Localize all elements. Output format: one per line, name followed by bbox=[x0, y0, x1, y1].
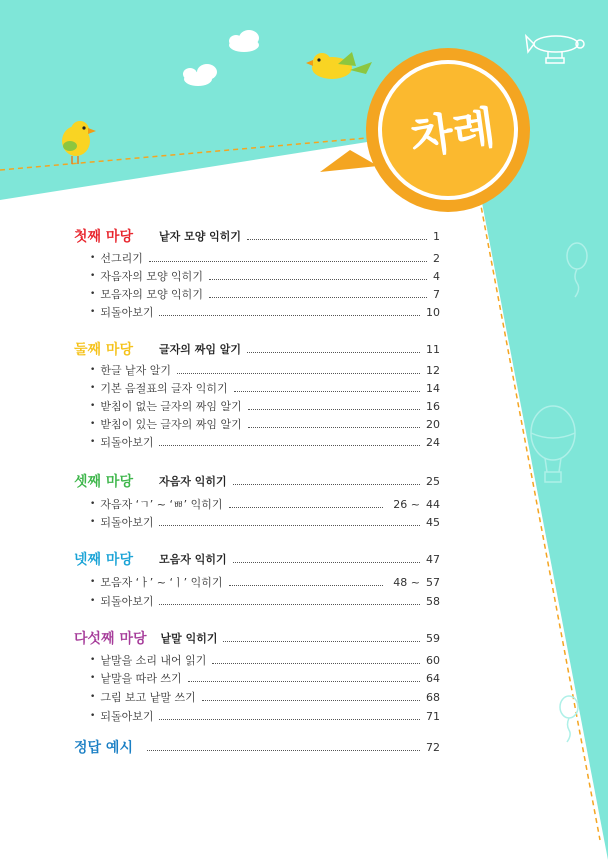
section-2-subtitle: 글자의 짜임 알기 bbox=[158, 343, 242, 356]
leader-line bbox=[149, 261, 427, 262]
list-item[interactable]: • 되돌아보기 10 bbox=[90, 305, 440, 319]
bullet-icon: • bbox=[90, 383, 96, 393]
section-3-page: 25 bbox=[426, 474, 440, 488]
leader-line bbox=[233, 484, 420, 485]
section-4-subtitle: 모음자 익히기 bbox=[158, 553, 227, 566]
section-1-subtitle: 낱자 모양 익히기 bbox=[158, 230, 242, 243]
leader-line bbox=[209, 297, 427, 298]
list-item[interactable]: • 되돌아보기 24 bbox=[90, 435, 440, 449]
page-range-start: 48 ~ bbox=[393, 575, 420, 589]
bullet-icon: • bbox=[90, 401, 96, 411]
bullet-icon: • bbox=[90, 289, 96, 299]
page-range-start: 26 ~ bbox=[393, 497, 420, 511]
section-5-subtitle: 낱말 익히기 bbox=[160, 632, 218, 645]
section-3-label: 셋째 마당 bbox=[74, 474, 133, 490]
leader-line bbox=[212, 663, 420, 664]
leader-line bbox=[159, 719, 420, 720]
section-2-page: 11 bbox=[426, 342, 440, 356]
leader-line bbox=[159, 525, 420, 526]
bullet-icon: • bbox=[90, 437, 96, 447]
bullet-icon: • bbox=[90, 419, 96, 429]
leader-line bbox=[234, 391, 420, 392]
list-item[interactable]: • 선그리기 2 bbox=[90, 251, 440, 265]
section-3-subtitle: 자음자 익히기 bbox=[158, 475, 227, 488]
list-item[interactable]: • 되돌아보기 45 bbox=[90, 515, 440, 529]
section-4-row[interactable] bbox=[74, 549, 440, 569]
leader-line bbox=[147, 750, 420, 751]
leader-line bbox=[159, 315, 420, 316]
leader-line bbox=[223, 641, 420, 642]
section-2-row[interactable] bbox=[74, 339, 440, 359]
list-item[interactable]: • 기본 음절표의 글자 익히기 14 bbox=[90, 381, 440, 395]
bullet-icon: • bbox=[90, 271, 96, 281]
bullet-icon: • bbox=[90, 577, 96, 587]
list-item[interactable]: • 한글 낱자 알기 12 bbox=[90, 363, 440, 377]
leader-line bbox=[159, 604, 420, 605]
list-item[interactable]: • 되돌아보기 71 bbox=[90, 709, 440, 723]
list-item[interactable]: • 자음자의 모양 익히기 4 bbox=[90, 269, 440, 283]
bullet-icon: • bbox=[90, 655, 96, 665]
list-item[interactable]: • 받침이 있는 글자의 짜임 알기 20 bbox=[90, 417, 440, 431]
section-3-row[interactable] bbox=[74, 471, 440, 491]
list-item[interactable]: • 낱말을 따라 쓰기 64 bbox=[90, 671, 440, 685]
leader-line bbox=[247, 239, 427, 240]
section-5-page: 59 bbox=[426, 631, 440, 645]
leader-line bbox=[177, 373, 420, 374]
list-item[interactable]: • 자음자 ‘ㄱ’ ~ ‘ㅃ’ 익히기 26 ~ 44 bbox=[90, 497, 440, 511]
leader-line bbox=[248, 409, 420, 410]
list-item[interactable]: • 되돌아보기 58 bbox=[90, 594, 440, 608]
section-2-label: 둘째 마당 bbox=[74, 342, 133, 358]
answers-row[interactable] bbox=[74, 737, 440, 757]
leader-line bbox=[159, 445, 420, 446]
leader-line bbox=[229, 507, 384, 508]
section-4-label: 넷째 마당 bbox=[74, 552, 133, 568]
leader-line bbox=[188, 681, 420, 682]
section-1-label: 첫째 마당 bbox=[74, 229, 133, 245]
bullet-icon: • bbox=[90, 307, 96, 317]
leader-line bbox=[229, 585, 384, 586]
leader-line bbox=[209, 279, 427, 280]
bullet-icon: • bbox=[90, 499, 96, 509]
bullet-icon: • bbox=[90, 517, 96, 527]
section-1-page: 1 bbox=[433, 229, 440, 243]
bullet-icon: • bbox=[90, 365, 96, 375]
leader-line bbox=[233, 562, 420, 563]
leader-line bbox=[247, 352, 420, 353]
leader-line bbox=[248, 427, 420, 428]
section-5-label: 다섯째 마당 bbox=[74, 631, 147, 647]
leader-line bbox=[202, 700, 420, 701]
bullet-icon: • bbox=[90, 253, 96, 263]
section-5-row[interactable] bbox=[74, 628, 440, 648]
bullet-icon: • bbox=[90, 596, 96, 606]
list-item[interactable]: • 받침이 없는 글자의 짜임 알기 16 bbox=[90, 399, 440, 413]
list-item[interactable]: • 모음자 ‘ㅏ’ ~ ‘ㅣ’ 익히기 48 ~ 57 bbox=[90, 575, 440, 589]
list-item[interactable]: • 낱말을 소리 내어 읽기 60 bbox=[90, 653, 440, 667]
section-1-row[interactable] bbox=[74, 226, 440, 246]
answers-label: 정답 예시 bbox=[74, 740, 133, 756]
list-item[interactable]: • 모음자의 모양 익히기 7 bbox=[90, 287, 440, 301]
bullet-icon: • bbox=[90, 673, 96, 683]
answers-page: 72 bbox=[426, 740, 440, 754]
bullet-icon: • bbox=[90, 711, 96, 721]
list-item[interactable]: • 그림 보고 낱말 쓰기 68 bbox=[90, 690, 440, 704]
title-text: 차례 bbox=[407, 102, 499, 165]
section-4-page: 47 bbox=[426, 552, 440, 566]
bullet-icon: • bbox=[90, 692, 96, 702]
